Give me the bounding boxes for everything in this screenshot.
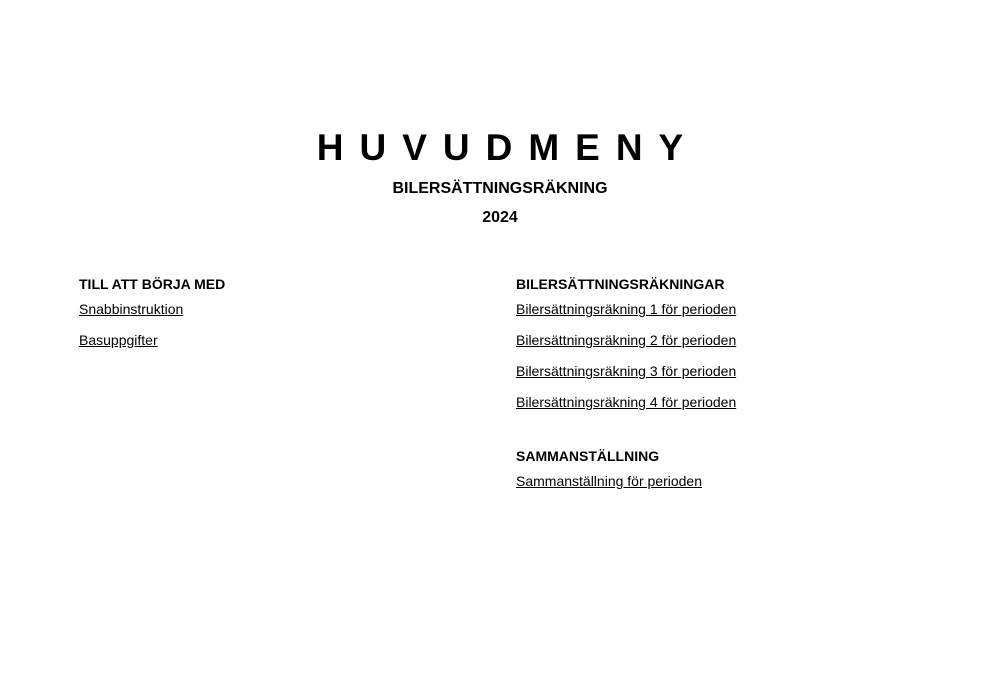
calculations-heading: BILERSÄTTNINGSRÄKNINGAR bbox=[516, 276, 725, 292]
summary-section bbox=[516, 447, 702, 490]
calculations-section bbox=[516, 275, 736, 411]
page-title: HUVUDMENY bbox=[316, 127, 700, 168]
base-data-link[interactable]: Basuppgifter bbox=[79, 332, 158, 348]
calculation-1-link[interactable]: Bilersättningsräkning 1 för perioden bbox=[516, 301, 737, 317]
page-subtitle: BILERSÄTTNINGSRÄKNING bbox=[392, 180, 608, 197]
calculation-4-link[interactable]: Bilersättningsräkning 4 för perioden bbox=[516, 394, 737, 410]
quick-instruction-link[interactable]: Snabbinstruktion bbox=[79, 301, 184, 317]
calculation-2-link[interactable]: Bilersättningsräkning 2 för perioden bbox=[516, 332, 737, 348]
calculation-3-link[interactable]: Bilersättningsräkning 3 för perioden bbox=[516, 363, 737, 379]
page-year: 2024 bbox=[482, 209, 518, 226]
summary-heading: SAMMANSTÄLLNING bbox=[516, 448, 660, 464]
start-heading: TILL ATT BÖRJA MED bbox=[79, 276, 226, 292]
start-section bbox=[79, 275, 225, 349]
summary-link[interactable]: Sammanställning för perioden bbox=[516, 473, 702, 489]
